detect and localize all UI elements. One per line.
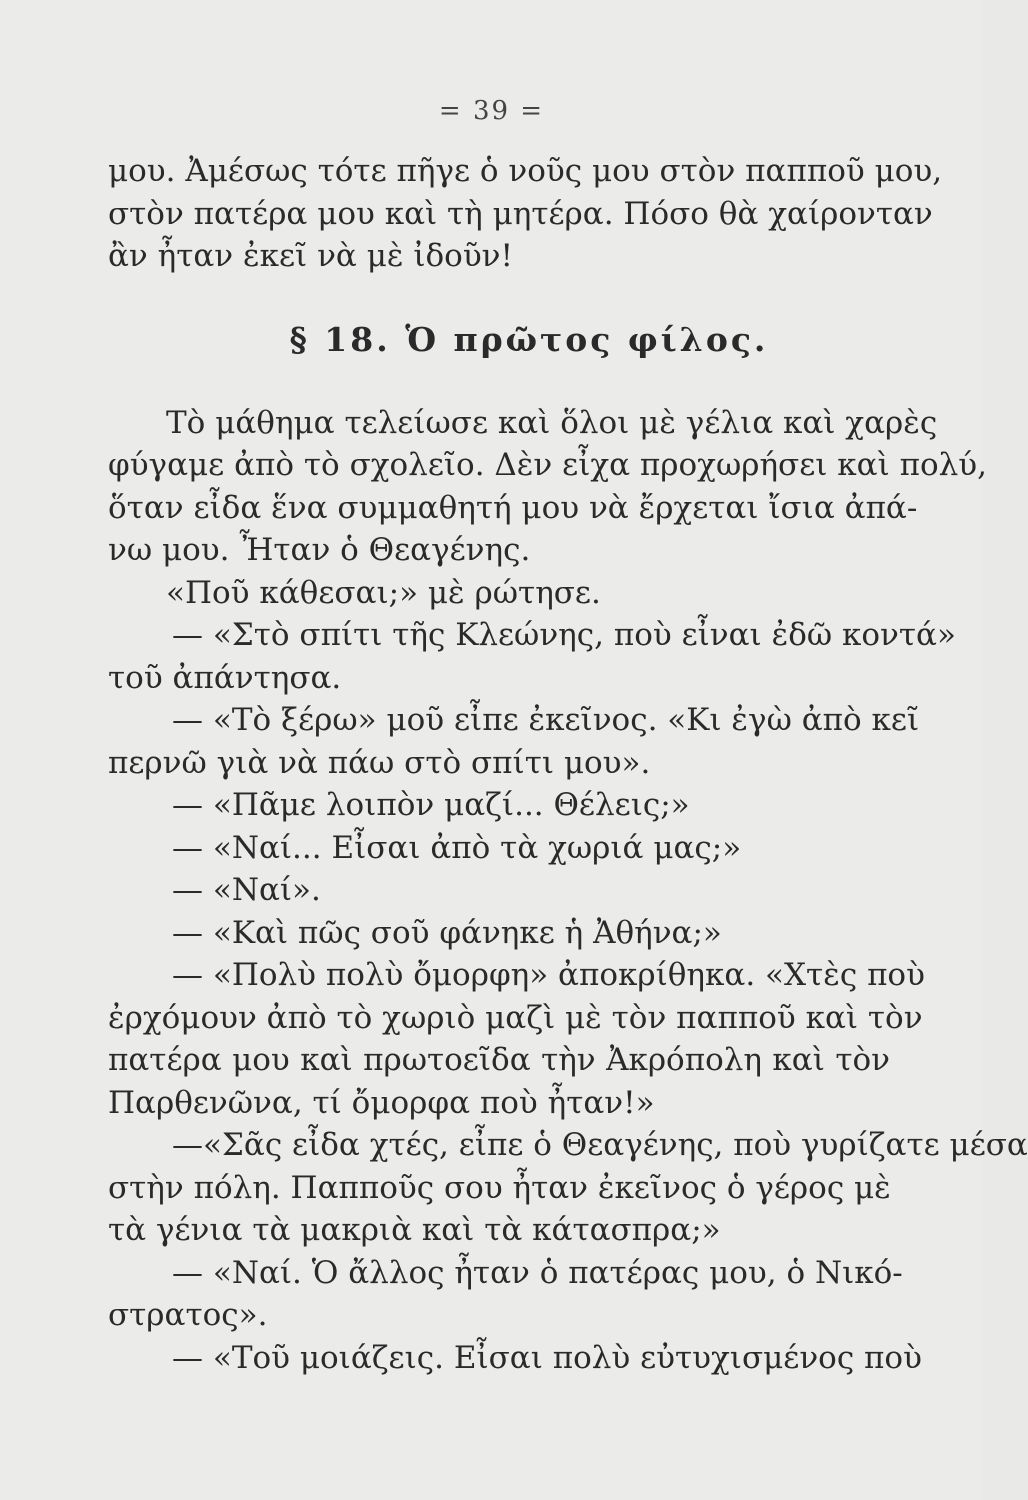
text-line: στρατος».	[108, 1297, 268, 1333]
text-line: νω μου. Ἦταν ὁ Θεαγένης.	[108, 532, 531, 568]
text-line: τὰ γένια τὰ μακριὰ καὶ τὰ κάτασπρα;»	[108, 1212, 721, 1248]
page-body	[108, 150, 1028, 1379]
text-line: — «Ναί».	[172, 872, 321, 908]
text-line: περνῶ γιὰ νὰ πάω στὸ σπίτι μου».	[108, 744, 651, 781]
text-line: φύγαμε ἀπὸ τὸ σχολεῖο. Δὲν εἶχα προχωρήσει καὶ πολύ,	[108, 447, 987, 483]
page-number: = 39 =	[438, 96, 545, 126]
section-heading: § 18. Ὁ πρῶτος φίλος.	[289, 319, 769, 359]
text-line: στὴν πόλη. Παπποῦς σου ἦταν ἐκεῖνος ὁ γέρος μὲ	[108, 1169, 891, 1206]
text-line: — «Καὶ πῶς σοῦ φάνηκε ἡ Ἀθήνα;»	[172, 914, 722, 951]
text-line: τοῦ ἀπάντησα.	[108, 659, 342, 696]
text-line: — «Τοῦ μοιάζεις. Εἶσαι πολὺ εὐτυχισμένος ποὺ	[172, 1339, 922, 1376]
text-line: «Ποῦ κάθεσαι;» μὲ ρώτησε.	[166, 574, 601, 611]
text-line: μου. Ἀμέσως τότε πῆγε ὁ νοῦς μου στὸν παπποῦ μου,	[108, 153, 943, 189]
text-line: — «Τὸ ξέρω» μοῦ εἶπε ἐκεῖνος. «Κι ἐγὼ ἀπὸ κεῖ	[172, 702, 920, 738]
text-line: στὸν πατέρα μου καὶ τὴ μητέρα. Πόσο θὰ χαίρονταν	[108, 195, 933, 232]
text-line: Τὸ μάθημα τελείωσε καὶ ὅλοι μὲ γέλια καὶ χαρὲς	[166, 404, 938, 441]
text-line: ἐρχόμουν ἀπὸ τὸ χωριὸ μαζὶ μὲ τὸν παπποῦ καὶ τὸν	[108, 999, 923, 1036]
text-line: — «Στὸ σπίτι τῆς Κλεώνης, ποὺ εἶναι ἐδῶ κοντά»	[172, 617, 956, 653]
text-line: ὅταν εἶδα ἕνα συμμαθητή μου νὰ ἔρχεται ἴσια ἀπά-	[108, 489, 918, 526]
text-line: — «Ναί. Ὁ ἄλλος ἦταν ὁ πατέρας μου, ὁ Νικό-	[172, 1254, 903, 1291]
text-line: ἂν ἦταν ἐκεῖ νὰ μὲ ἰδοῦν!	[108, 238, 513, 274]
text-line: — «Πολὺ πολὺ ὄμορφη» ἀποκρίθηκα. «Χτὲς ποὺ	[172, 957, 925, 993]
text-line: πατέρα μου καὶ πρωτοεῖδα τὴν Ἀκρόπολη καὶ τὸν	[108, 1042, 890, 1078]
text-line: — «Ναί... Εἶσαι ἀπὸ τὰ χωριά μας;»	[172, 829, 742, 866]
text-line: — «Πᾶμε λοιπὸν μαζί... Θέλεις;»	[172, 787, 690, 823]
text-line: —«Σᾶς εἶδα χτές, εἶπε ὁ Θεαγένης, ποὺ γυρίζατε μέσα	[172, 1127, 1028, 1163]
text-line: Παρθενῶνα, τί ὄμορφα ποὺ ἦταν!»	[108, 1084, 655, 1121]
